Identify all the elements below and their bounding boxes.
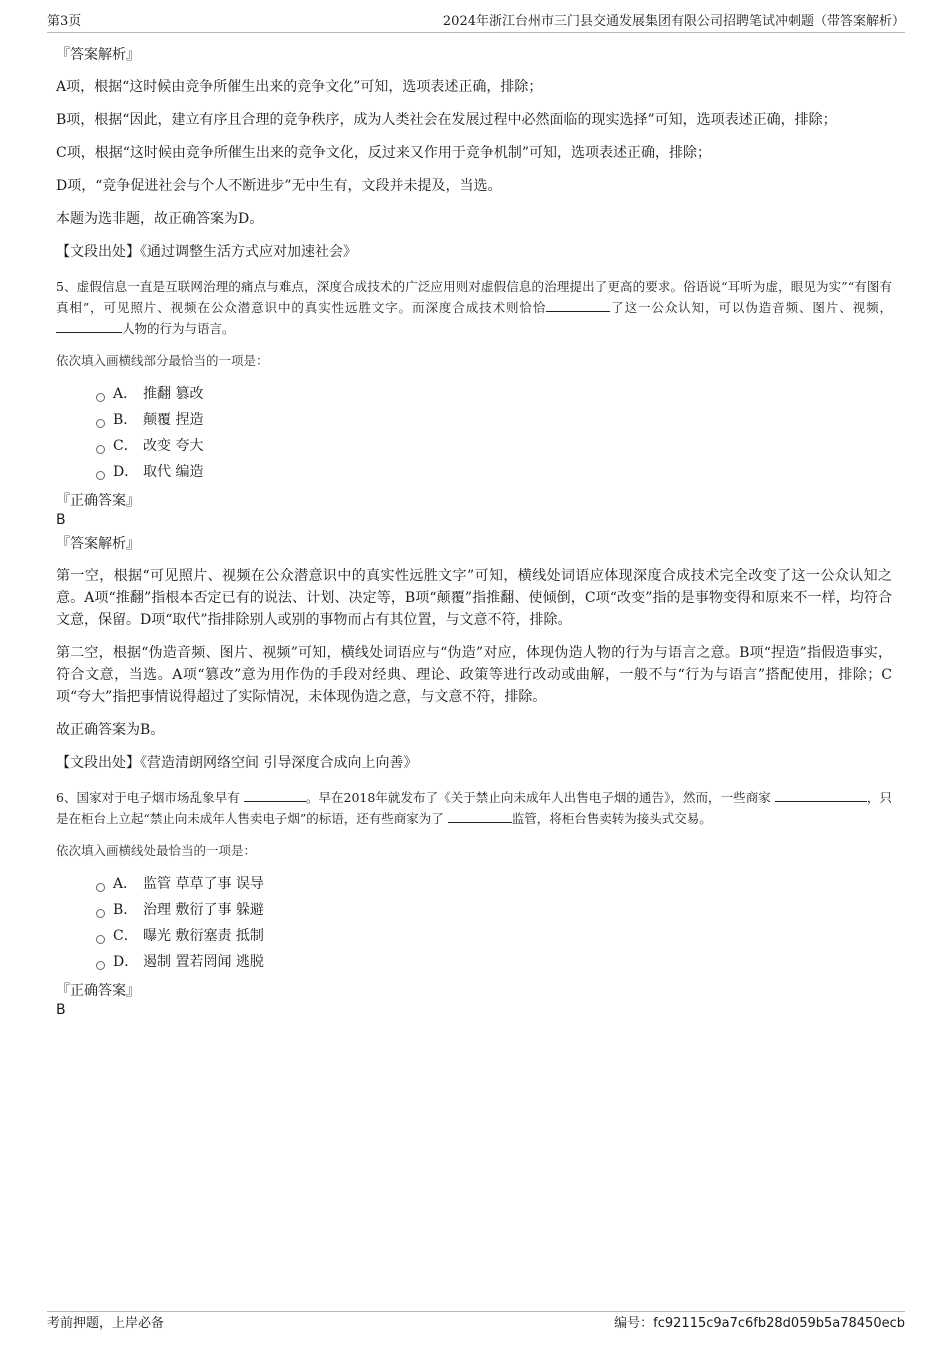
- q5-correct-answer: B: [56, 512, 66, 528]
- document-content: [56, 44, 892, 1023]
- radio-icon[interactable]: [96, 393, 105, 402]
- q5-analysis-para-2: 第二空，根据“伪造音频、图片、视频”可知，横线处词语应与“伪造”对应，体现伪造人物的行为与语言之意。B项“捏造”指假造事实，符合文意，当选。A项“篡改”意为用作伪的手段对经典、理论、政策等进行改动或曲解，一般不与“行为与语言”搭配使用，排除；C项“夸大”指把事情说得超过了实际情况，未体现伪造之意，与文意不符，排除。: [56, 645, 892, 705]
- option-letter: B．: [113, 412, 138, 428]
- q5-text-part-3: 人物的行为与语言。: [122, 321, 235, 336]
- option-letter: A．: [113, 386, 138, 402]
- option-text: 改变 夸大: [143, 438, 204, 454]
- q4-analysis-para-a: A项，根据“这时候由竞争所催生出来的竞争文化”可知，选项表述正确，排除；: [56, 79, 543, 95]
- q5-text-part-1: 5、虚假信息一直是互联网治理的痛点与难点，深度合成技术的广泛应用则对虚假信息的治理提出了更高的要求。俗语说“耳听为虚，眼见为实”“有图有真相”，可见照片、视频在公众潜意识中的真实性远胜文字。而深度合成技术则恰恰: [56, 279, 892, 315]
- q6-blank-3: [448, 808, 512, 823]
- q6-prompt: 依次填入画横线处最恰当的一项是：: [56, 843, 257, 858]
- radio-icon[interactable]: [96, 961, 105, 970]
- q6-blank-2: [775, 787, 867, 802]
- option-text: 颠覆 捏造: [143, 412, 204, 428]
- q5-blank-2: [56, 318, 122, 333]
- q5-question-text: [56, 276, 892, 339]
- option-text: 遏制 置若罔闻 逃脱: [143, 954, 264, 970]
- q5-text-part-2: 了这一公众认知，可以伪造音频、图片、视频，: [610, 300, 892, 315]
- q6-text-part-1: 6、国家对于电子烟市场乱象早有: [56, 790, 240, 805]
- page-number: 第3页: [47, 14, 82, 29]
- q5-option-c[interactable]: [96, 433, 892, 459]
- option-letter: C．: [113, 438, 138, 454]
- q6-option-c[interactable]: [96, 923, 892, 949]
- option-letter: B．: [113, 902, 138, 918]
- radio-icon[interactable]: [96, 445, 105, 454]
- q5-option-a[interactable]: [96, 381, 892, 407]
- q6-text-part-4: 监管，将柜台售卖转为接头式交易。: [511, 811, 712, 826]
- q5-options: [96, 381, 892, 485]
- q6-correct-label: 『正确答案』: [56, 983, 140, 999]
- q6-option-a[interactable]: [96, 871, 892, 897]
- radio-icon[interactable]: [96, 471, 105, 480]
- q4-conclusion: 本题为选非题，故正确答案为D。: [56, 211, 264, 227]
- q4-analysis-para-d: D项，“竞争促进社会与个人不断进步”无中生有，文段并未提及，当选。: [56, 178, 502, 194]
- option-text: 治理 敷衍了事 躲避: [143, 902, 264, 918]
- option-letter: C．: [113, 928, 138, 944]
- q5-analysis-para-1: 第一空，根据“可见照片、视频在公众潜意识中的真实性远胜文字”可知，横线处词语应体现深度合成技术完全改变了这一公众认知之意。A项“推翻”指根本否定已有的说法、计划、决定等，B项“颠覆”指推翻、使倾倒，C项“改变”指的是事物变得和原来不一样，均符合文意，保留。D项“取代”指排除别人或别的事物而占有其位置，与文意不符，排除。: [56, 568, 892, 628]
- option-letter: A．: [113, 876, 138, 892]
- option-text: 取代 编造: [143, 464, 204, 480]
- code-label: 编号：: [614, 1316, 654, 1331]
- q6-blank-1: [244, 787, 306, 802]
- option-letter: D．: [113, 464, 139, 480]
- q4-analysis-para-b: B项，根据“因此，建立有序且合理的竞争秩序，成为人类社会在发展过程中必然面临的现实选择”可知，选项表述正确，排除；: [56, 112, 837, 128]
- q5-analysis-label: 『答案解析』: [56, 536, 140, 552]
- q5-prompt: 依次填入画横线部分最恰当的一项是：: [56, 353, 269, 368]
- q4-analysis-label: 『答案解析』: [56, 47, 140, 63]
- q6-question-text: [56, 787, 892, 829]
- radio-icon[interactable]: [96, 935, 105, 944]
- page-footer: [47, 1311, 905, 1334]
- document-code: [614, 1312, 905, 1336]
- code-value: fc92115c9a7c6fb28d059b5a78450ecb: [653, 1316, 905, 1331]
- q6-option-d[interactable]: [96, 949, 892, 975]
- q4-source: 【文段出处】《通过调整生活方式应对加速社会》: [56, 244, 357, 260]
- page-header: [47, 12, 905, 33]
- q6-correct-answer: B: [56, 1002, 66, 1018]
- q5-option-d[interactable]: [96, 459, 892, 485]
- q6-text-part-2: 。早在2018年就发布了《关于禁止向未成年人出售电子烟的通告》，然而，一些商家: [305, 790, 771, 805]
- q6-options: [96, 871, 892, 975]
- option-text: 监管 草草了事 误导: [143, 876, 264, 892]
- q5-source: 【文段出处】《营造清朗网络空间 引导深度合成向上向善》: [56, 755, 418, 771]
- document-title: 2024年浙江台州市三门县交通发展集团有限公司招聘笔试冲刺题（带答案解析）: [442, 14, 905, 29]
- q4-analysis-para-c: C项，根据“这时候由竞争所催生出来的竞争文化，反过来又作用于竞争机制”可知，选项表述正确，排除；: [56, 145, 712, 161]
- footer-slogan: 考前押题，上岸必备: [47, 1316, 165, 1331]
- option-text: 曝光 敷衍塞责 抵制: [143, 928, 264, 944]
- radio-icon[interactable]: [96, 909, 105, 918]
- q5-option-b[interactable]: [96, 407, 892, 433]
- q5-conclusion: 故正确答案为B。: [56, 722, 165, 738]
- q5-blank-1: [546, 297, 610, 312]
- radio-icon[interactable]: [96, 419, 105, 428]
- q6-text-part-3: ，只是在柜台上立起“禁止向未成年人售卖电子烟”的标语，还有些商家为了: [56, 790, 892, 826]
- option-text: 推翻 篡改: [143, 386, 204, 402]
- q6-option-b[interactable]: [96, 897, 892, 923]
- q5-correct-label: 『正确答案』: [56, 493, 140, 509]
- radio-icon[interactable]: [96, 883, 105, 892]
- option-letter: D．: [113, 954, 139, 970]
